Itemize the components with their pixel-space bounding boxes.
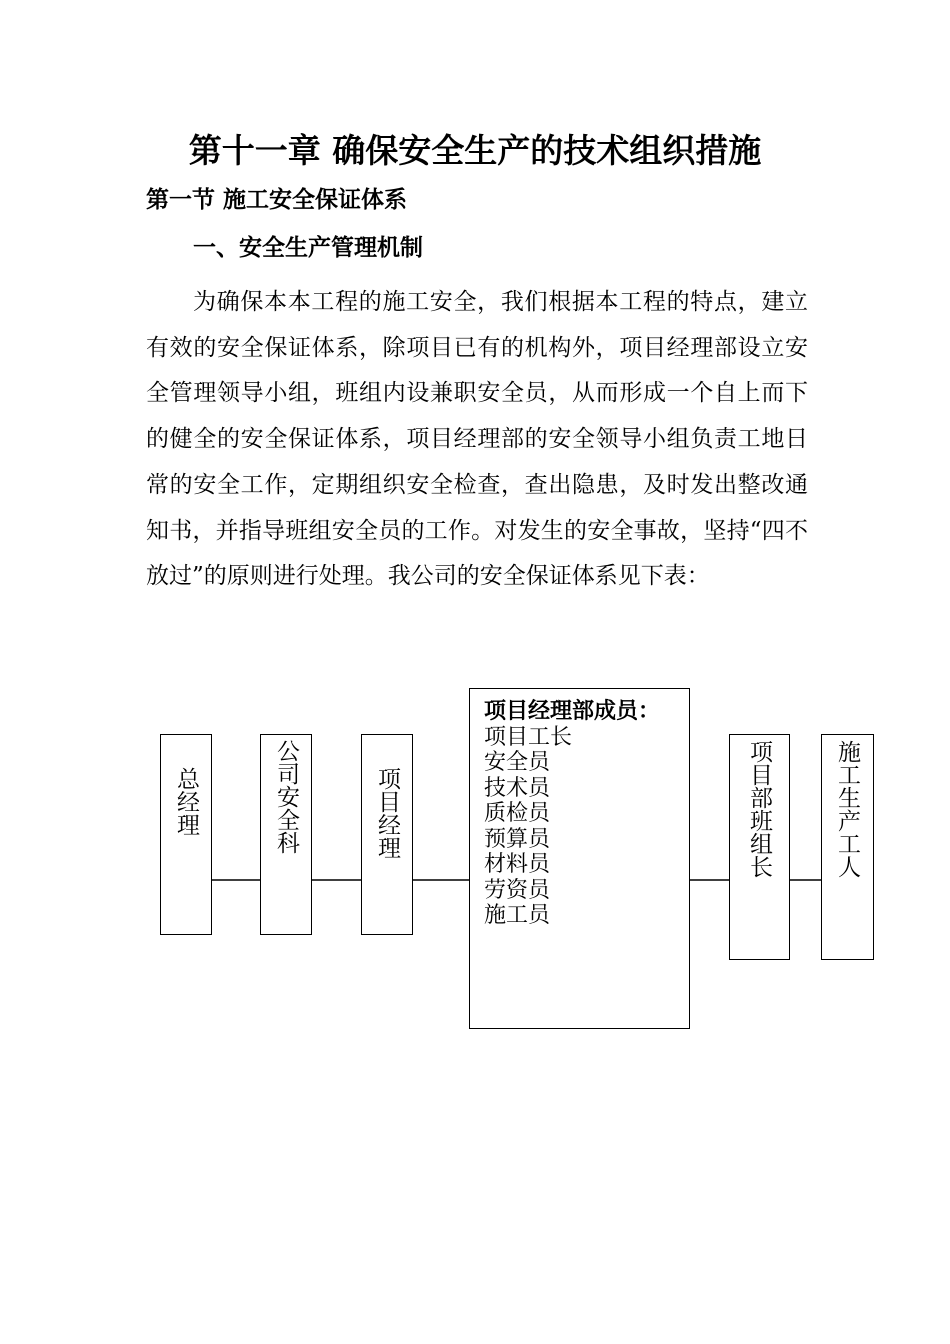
team-leader-label: 项目部班组长 [746,740,772,878]
project-members-box [469,688,690,1029]
workers-label: 施工生产工人 [834,740,860,878]
company-safety-dept-label: 公司安全科 [273,739,299,854]
workers-box [821,734,874,960]
member-item: 施工员 [484,903,551,928]
project-manager-box [361,734,413,935]
chapter-title: 第十一章 确保安全生产的技术组织措施 [188,131,762,170]
general-manager-label: 总经理 [173,767,199,836]
member-item: 质检员 [484,801,551,826]
member-item: 技术员 [484,775,551,801]
member-item: 安全员 [484,750,551,775]
team-leader-box [729,734,790,960]
body-paragraph: 为确保本本工程的施工安全，我们根据本工程的特点，建立有效的安全保证体系，除项目已有的机构外，项目经理部设立安全管理领导小组，班组内设兼职安全员，从而形成一个自上而下的健全的安全保证体系，项目经理部的安全领导小组负责工地日常的安全工作，定期组织安全检查，查出隐患，及时发出整改通知书，并指导班组安全员的工作。对发生的安全事故，坚持“四不放过”的原则进行处理。我公司的安全保证体系见下表： [146,289,808,590]
member-item: 项目工长 [484,724,573,750]
project-members-list [484,725,689,929]
company-safety-dept-box [260,734,312,935]
general-manager-box [160,734,212,935]
project-manager-label: 项目经理 [374,767,400,859]
member-item: 劳资员 [484,877,551,903]
member-item: 预算员 [484,826,551,852]
member-item: 材料员 [484,852,551,877]
sub-heading: 一、安全生产管理机制 [193,234,423,261]
section-heading: 第一节 施工安全保证体系 [146,186,408,213]
project-members-title: 项目经理部成员： [484,698,661,724]
